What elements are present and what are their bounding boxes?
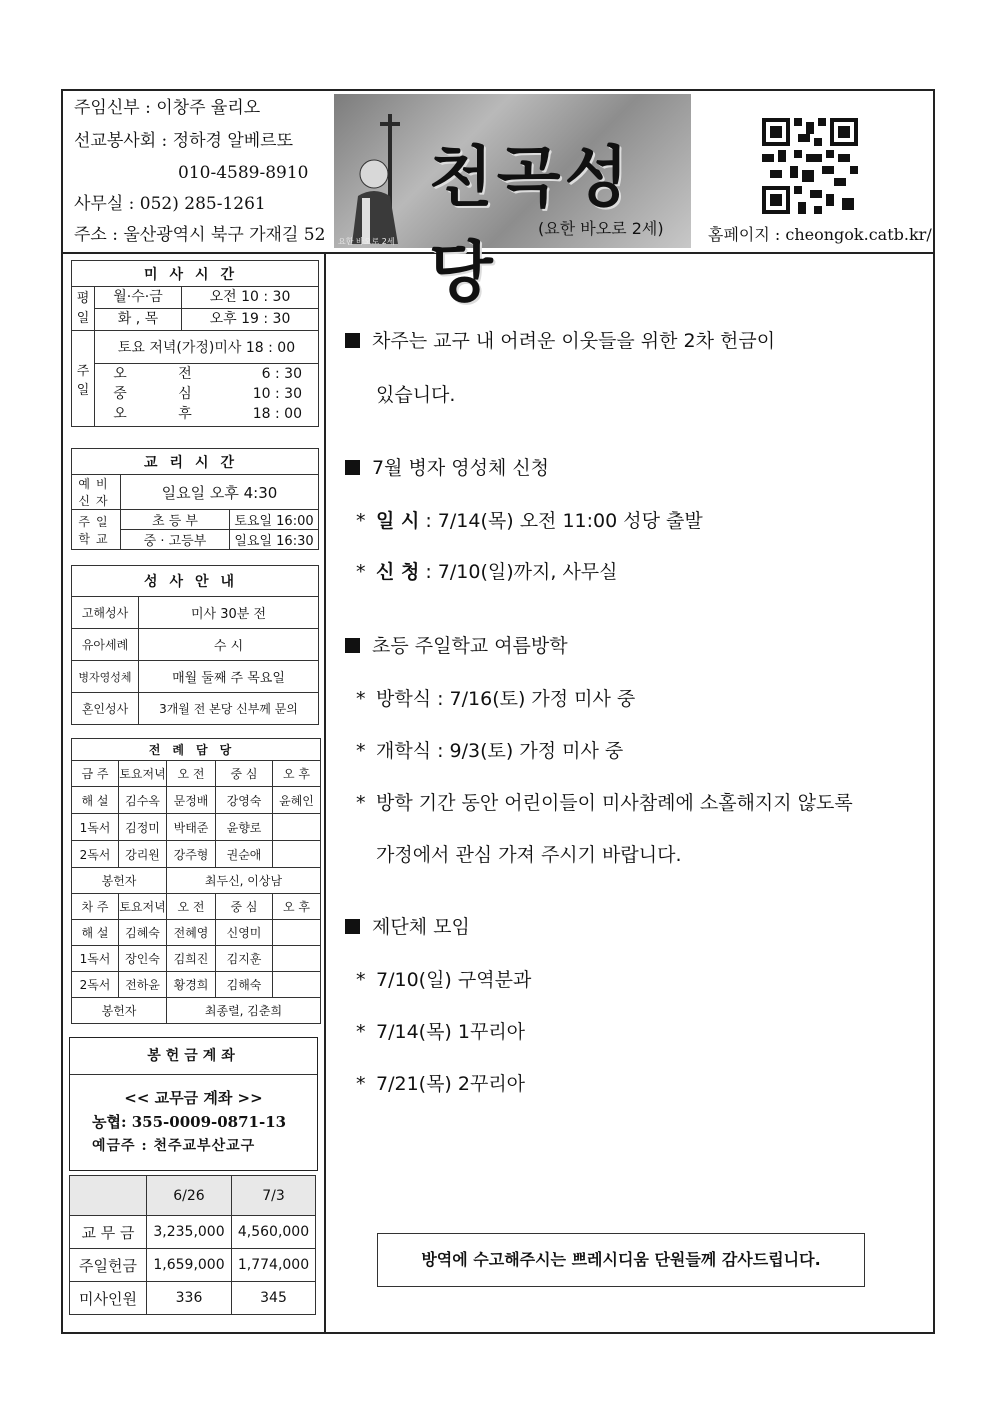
sacrament-name: 고해성사 (72, 597, 139, 629)
bullet-icon: * (356, 688, 366, 710)
account-title: 봉헌금계좌 (70, 1038, 317, 1075)
finance-date: 6/26 (147, 1176, 232, 1216)
weekday-label: 평일 (72, 287, 95, 331)
square-bullet-icon (345, 638, 360, 653)
notice-2-b (356, 557, 618, 584)
sunday-1-mid: 전 (178, 366, 192, 382)
square-bullet-icon (345, 460, 360, 475)
notice-2-title (345, 453, 549, 480)
liturgy-header: 오 후 (273, 894, 321, 920)
liturgy-cell: 1독서 (72, 814, 119, 841)
weekday-time-1: 오전 10 : 30 (209, 289, 291, 305)
liturgy-table (71, 738, 321, 1024)
sunday-3-name: 오 (113, 406, 127, 422)
sacrament-value: 3개월 전 본당 신부께 문의 (139, 693, 319, 725)
sunday-2-name: 중 (113, 386, 127, 402)
notice-4-b (356, 1017, 525, 1044)
notice-3-c (356, 788, 853, 815)
liturgy-cell: 해 설 (72, 787, 119, 814)
patron-subtitle: (요한 바오로 2세) (538, 219, 664, 238)
liturgy-cell (273, 972, 321, 998)
liturgy-cell (273, 814, 321, 841)
notice-3-text: 초등 주일학교 여름방학 (372, 635, 568, 657)
notice-3-b-text: 개학식 : 9/3(토) 가정 미사 중 (376, 740, 624, 762)
notice-4-c (356, 1069, 525, 1096)
notice-2-b-text: : 7/10(일)까지, 사무실 (419, 561, 618, 583)
notice-1-text: 차주는 교구 내 어려운 이웃들을 위한 2차 헌금이 (372, 330, 776, 352)
catechism-title: 교리시간 (72, 449, 319, 475)
sunday-3-time: 18 : 00 (252, 406, 302, 422)
liturgy-header: 오 후 (273, 761, 321, 787)
council-phone: 010-4589-8910 (178, 163, 309, 183)
square-bullet-icon (345, 333, 360, 348)
sacraments-table (71, 565, 319, 725)
qr-code-icon[interactable] (762, 118, 858, 214)
finance-value: 1,659,000 (147, 1249, 232, 1282)
liturgy-cell: 김혜숙 (119, 920, 167, 946)
notice-4-title (345, 912, 470, 939)
notice-4-a-text: 7/10(일) 구역분과 (376, 969, 532, 991)
finance-value: 1,774,000 (232, 1249, 316, 1282)
liturgy-cell: 윤혜인 (273, 787, 321, 814)
pastor-text: 주임신부 : 이창주 율리오 (74, 98, 261, 118)
council-text: 선교봉사회 : 정하경 알베르또 (74, 131, 294, 151)
bullet-icon: * (356, 1073, 366, 1095)
weekday-time-2: 오후 19 : 30 (209, 311, 291, 327)
catechism-table (71, 448, 319, 550)
ministers-names: 최종렬, 김춘희 (167, 998, 321, 1024)
liturgy-cell: 강주형 (167, 841, 216, 868)
notice-2-text: 7월 병자 영성체 신청 (372, 457, 550, 479)
liturgy-header: 토요저녁 (119, 761, 167, 787)
sunday-1-time: 6 : 30 (261, 366, 302, 382)
sunday-3-mid: 후 (178, 406, 192, 422)
weekday-days-1: 월·수·금 (95, 287, 182, 308)
elementary-label: 초 등 부 (121, 510, 230, 530)
finance-table (69, 1175, 316, 1315)
account-number: 농협: 355-0009-0871-13 (92, 1113, 287, 1131)
liturgy-cell: 윤향로 (216, 814, 273, 841)
liturgy-header: 차 주 (72, 894, 119, 920)
homepage-link[interactable]: 홈페이지 : cheongok.catb.kr/ (708, 225, 932, 244)
notice-2-b-label: 신 청 (376, 561, 420, 583)
bullet-icon: * (356, 740, 366, 762)
address-text: 주소 : 울산광역시 북구 가재길 52 (74, 225, 326, 245)
liturgy-cell (273, 946, 321, 972)
ministers-label: 봉헌자 (72, 998, 167, 1024)
sunday-2-mid: 심 (178, 386, 192, 402)
notice-3-title (345, 631, 568, 658)
church-name: 천곡성당 (429, 139, 633, 311)
liturgy-cell: 강영숙 (216, 787, 273, 814)
mass-time-table (71, 260, 319, 427)
liturgy-header: 금 주 (72, 761, 119, 787)
ministers-names: 최두신, 이상남 (167, 868, 321, 894)
liturgy-cell: 전하윤 (119, 972, 167, 998)
ministers-label: 봉헌자 (72, 868, 167, 894)
liturgy-cell: 강리원 (119, 841, 167, 868)
church-banner (334, 94, 691, 311)
sacrament-name: 유아세례 (72, 629, 139, 661)
notice-2-a-text: : 7/14(목) 오전 11:00 성당 출발 (419, 510, 703, 532)
finance-value: 3,235,000 (147, 1216, 232, 1249)
finance-value: 4,560,000 (232, 1216, 316, 1249)
thanks-box: 방역에 수고해주시는 쁘레시디움 단원들께 감사드립니다. (377, 1233, 865, 1287)
sacrament-value: 수 시 (139, 629, 319, 661)
notice-3-a (356, 684, 635, 711)
liturgy-header: 오 전 (167, 761, 216, 787)
column-divider (324, 252, 326, 1334)
notice-3-c-text: 방학 기간 동안 어린이들이 미사참례에 소홀해지지 않도록 (376, 792, 853, 814)
finance-date: 7/3 (232, 1176, 316, 1216)
liturgy-cell: 1독서 (72, 946, 119, 972)
liturgy-cell: 전혜영 (167, 920, 216, 946)
notice-4-c-text: 7/21(목) 2꾸리아 (376, 1073, 526, 1095)
bullet-icon: * (356, 1021, 366, 1043)
finance-corner (70, 1176, 147, 1216)
sunday-school-label: 주일 학교 (72, 510, 121, 550)
square-bullet-icon (345, 919, 360, 934)
notice-4-text: 제단체 모임 (372, 916, 470, 938)
finance-value: 336 (147, 1282, 232, 1315)
notice-3-b (356, 736, 623, 763)
sacrament-value: 매월 둘째 주 목요일 (139, 661, 319, 693)
liturgy-header: 중 심 (216, 761, 273, 787)
liturgy-cell: 신영미 (216, 920, 273, 946)
bullet-icon: * (356, 510, 366, 532)
account-line-1: << 교무금 계좌 >> (124, 1089, 263, 1107)
sunday-2-time: 10 : 30 (252, 386, 302, 402)
elementary-time: 토요일 16:00 (230, 510, 319, 530)
image-credit: 요한 바오로 2세 (338, 237, 395, 246)
notice-1-cont: 있습니다. (376, 384, 456, 406)
notice-2-a (356, 506, 703, 533)
bullet-icon: * (356, 792, 366, 814)
notice-2-a-label: 일 시 (376, 510, 420, 532)
bullet-icon: * (356, 969, 366, 991)
weekday-days-2: 화 , 목 (95, 309, 182, 330)
liturgy-cell (273, 841, 321, 868)
sacrament-name: 혼인성사 (72, 693, 139, 725)
mass-title: 미사시간 (72, 261, 319, 287)
finance-label: 미사인원 (70, 1282, 147, 1315)
notice-3-a-text: 방학식 : 7/16(토) 가정 미사 중 (376, 688, 636, 710)
liturgy-cell: 김희진 (167, 946, 216, 972)
liturgy-cell: 문정배 (167, 787, 216, 814)
middle-high-time: 일요일 16:30 (230, 530, 319, 550)
liturgy-cell: 해 설 (72, 920, 119, 946)
liturgy-cell: 권순애 (216, 841, 273, 868)
middle-high-label: 중 · 고등부 (121, 530, 230, 550)
finance-value: 345 (232, 1282, 316, 1315)
liturgy-title: 전례담당 (72, 739, 321, 761)
notice-4-b-text: 7/14(목) 1꾸리아 (376, 1021, 526, 1043)
sunday-1-name: 오 (113, 366, 127, 382)
notice-3-c-cont: 가정에서 관심 가져 주시기 바랍니다. (376, 844, 682, 866)
liturgy-cell: 김수옥 (119, 787, 167, 814)
liturgy-cell: 김해숙 (216, 972, 273, 998)
notice-1 (345, 326, 775, 353)
bullet-icon: * (356, 561, 366, 583)
sacrament-name: 병자영성체 (72, 661, 139, 693)
liturgy-header: 중 심 (216, 894, 273, 920)
finance-label: 교 무 금 (70, 1216, 147, 1249)
pre-catechumen-label: 예비 신자 (72, 475, 121, 510)
liturgy-header: 토요저녁 (119, 894, 167, 920)
liturgy-header: 오 전 (167, 894, 216, 920)
pre-catechumen-time: 일요일 오후 4:30 (121, 475, 319, 510)
sacraments-title: 성사안내 (72, 566, 319, 597)
liturgy-cell: 2독서 (72, 841, 119, 868)
pope-figure-image (344, 114, 424, 244)
liturgy-cell: 황경희 (167, 972, 216, 998)
finance-label: 주일헌금 (70, 1249, 147, 1282)
liturgy-cell: 박태준 (167, 814, 216, 841)
liturgy-cell: 김정미 (119, 814, 167, 841)
account-box (69, 1037, 318, 1171)
office-phone: 사무실 : 052) 285-1261 (74, 194, 266, 214)
notice-4-a (356, 965, 531, 992)
liturgy-cell: 김지훈 (216, 946, 273, 972)
account-holder: 예금주 : 천주교부산교구 (92, 1138, 256, 1154)
sunday-label: 주일 (72, 331, 95, 427)
liturgy-cell: 장인숙 (119, 946, 167, 972)
liturgy-cell: 2독서 (72, 972, 119, 998)
sacrament-value: 미사 30분 전 (139, 597, 319, 629)
saturday-mass: 토요 저녁(가정)미사 18 : 00 (95, 333, 318, 364)
liturgy-cell (273, 920, 321, 946)
